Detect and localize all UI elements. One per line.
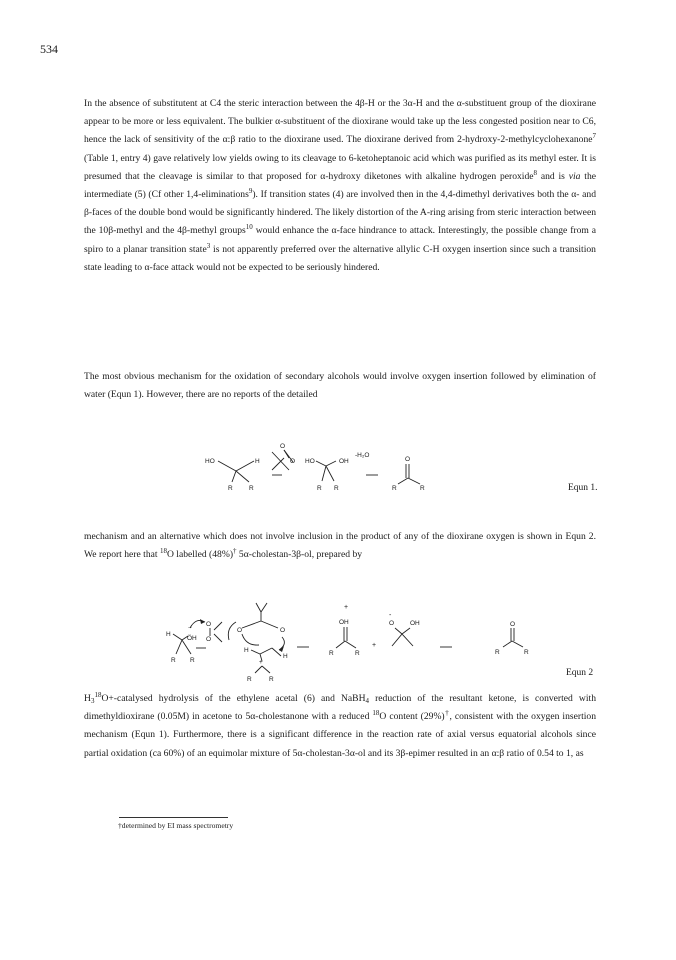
eq1-r-label: R xyxy=(317,485,322,492)
eq2-minus: - xyxy=(389,612,392,619)
ref-7: 7 xyxy=(592,132,596,141)
isotope-18: 18 xyxy=(94,691,102,699)
eq2-r-label: R xyxy=(247,676,252,683)
footnote-divider xyxy=(119,817,228,818)
para1-text-3: and is xyxy=(537,170,569,182)
via-italic: via xyxy=(568,170,581,182)
eq1-r-label: R xyxy=(228,485,233,492)
para1-text-7: is not apparently preferred over the alternative allylic C-H oxygen insertion since such a transition state leading to α-face attack would not be expected to be seriously hindered. xyxy=(84,243,596,273)
ref-8: 8 xyxy=(533,168,538,177)
para3-text-2: O labelled (48%) xyxy=(166,549,234,561)
eq1-oh-label: OH xyxy=(339,458,349,465)
h3-h: H xyxy=(84,693,91,704)
isotope-18: 18 xyxy=(372,709,380,718)
para1-text-5: ). If transition states (4) are involved then in the 4,4-dimethyl derivatives both the α- and β-faces of the double bond would be significantly hindered. The likely distortion of the A-ring arising from steric interaction between the 10β-methyl and the 4β-methyl groups xyxy=(84,189,596,237)
eq1-ho-label-2: HO xyxy=(305,458,315,465)
eq1-dioxirane-o-ring: O xyxy=(290,458,296,465)
para4-text-1: O+-catalysed hydrolysis of the ethylene acetal (6) and NaBH xyxy=(101,693,366,704)
isotope-18: 18 xyxy=(159,547,167,556)
para3-text-3: 5α-cholestan-3β-ol, prepared by xyxy=(236,549,363,561)
eq2-o-minus: O xyxy=(389,620,395,627)
eq2-oh-label: ÖH xyxy=(187,635,197,642)
eq2-r-label: R xyxy=(171,657,176,664)
eq2-r-label: R xyxy=(524,649,529,656)
eq2-ring-o: O xyxy=(280,627,286,634)
eq1-r-label: R xyxy=(334,485,339,492)
eq1-r-label: R xyxy=(392,485,397,492)
eq1-ketone-o: O xyxy=(405,456,411,463)
para4-text-3: O content (29%) xyxy=(379,711,445,723)
para2-text: The most obvious mechanism for the oxidation of secondary alcohols would involve oxygen insertion followed by elimination of water (Equn 1). However, there are no reports of the detailed xyxy=(84,371,596,401)
para1-text-1: In the absence of substitutent at C4 the steric interaction between the 4β-H or the 3α-H and the α-substituent group of the dioxirane appear to be more or less equivalent. The bulkier α-substituent of the dioxirane would take up the less congested position near to C6, hence the lack of sensitivity of the α:β ratio to the dioxirane used. The dioxirane derived from 2-hydroxy-2-methylcyclohexanone xyxy=(84,98,596,146)
eq2-r-label: R xyxy=(190,657,195,664)
eq1-dioxirane-o-top: O xyxy=(280,443,286,450)
eq2-plus: + xyxy=(372,642,377,649)
ref-3: 3 xyxy=(206,241,211,250)
para1-text-2: (Table 1, entry 4) gave relatively low yields owing to its cleavage to 6-ketoheptanoic acid which was purified as its methyl ester. It is presumed that the cleavage is similar to that proposed for α-hydroxy diketones with alkaline hydrogen peroxide xyxy=(84,152,596,182)
eq1-r-label: R xyxy=(249,485,254,492)
dagger: † xyxy=(233,547,237,556)
eq2-plus: + xyxy=(344,604,349,611)
eq2-dioxirane-o: O xyxy=(206,621,212,628)
eq2-r-label: R xyxy=(355,650,360,657)
eq1-h-label: H xyxy=(255,458,260,465)
eq2-r-label: R xyxy=(329,650,334,657)
ref-9: 9 xyxy=(248,187,253,196)
eq2-h-label: H xyxy=(283,653,288,660)
eq2-h-label: H xyxy=(244,647,249,654)
eq1-minus-water: -H₂O xyxy=(355,452,370,459)
eq1-ho-label: HO xyxy=(205,458,215,465)
equation-2-label: Equn 2 xyxy=(566,668,594,678)
eq2-ring-o: O xyxy=(237,627,243,634)
eq2-h-label: H xyxy=(166,631,171,638)
para1-text-4: the intermediate (5) (Cf other 1,4-eliminations xyxy=(84,170,596,201)
page-number: 534 xyxy=(40,42,58,56)
h3-sub: 3 xyxy=(90,697,95,705)
para4-text-2: reduction of the resultant ketone, is converted with dimethyldioxirane (0.05M) in acetone to 5α-cholestanone with a reduced xyxy=(84,693,596,723)
eq2-plus: + xyxy=(259,659,263,666)
eq2-dioxirane-o: O xyxy=(206,636,212,643)
para4-text-4: , consistent with the oxygen insertion mechanism (Equn 1). Furthermore, there is a significant difference in the reaction rate of axial versus equatorial alcohols since partial oxidation (ca 60%) of an equimolar mixture of 5α-cholestan-3α-ol and its 3β-epimer resulted in an α:β ratio of 0.54 to 1, as xyxy=(84,711,597,759)
eq2-ketone-o: O xyxy=(510,621,516,628)
ref-10: 10 xyxy=(245,223,253,232)
eq2-oh-label: OH xyxy=(410,620,420,627)
eq2-oh-label: OH xyxy=(339,619,349,626)
eq2-r-label: R xyxy=(495,649,500,656)
para1-text-6: would enhance the α-face hindrance to attack. Interestingly, the possible change from a spiro to a planar transition state xyxy=(84,225,597,255)
paragraph-isotope-results xyxy=(84,690,596,763)
footnote: †determined by EI mass spectrometry xyxy=(118,821,234,830)
para3-text-1: mechanism and an alternative which does not involve inclusion in the product of any of the dioxirane oxygen is shown in Equn 2. We report here that xyxy=(84,531,596,561)
dagger: † xyxy=(444,709,450,718)
equation-1-label: Equn 1. xyxy=(568,483,598,493)
eq1-r-label: R xyxy=(420,485,425,492)
eq2-lone-pair: .. xyxy=(188,623,192,630)
eq2-r-label: R xyxy=(269,676,274,683)
nabh4-sub: 4 xyxy=(365,697,370,705)
